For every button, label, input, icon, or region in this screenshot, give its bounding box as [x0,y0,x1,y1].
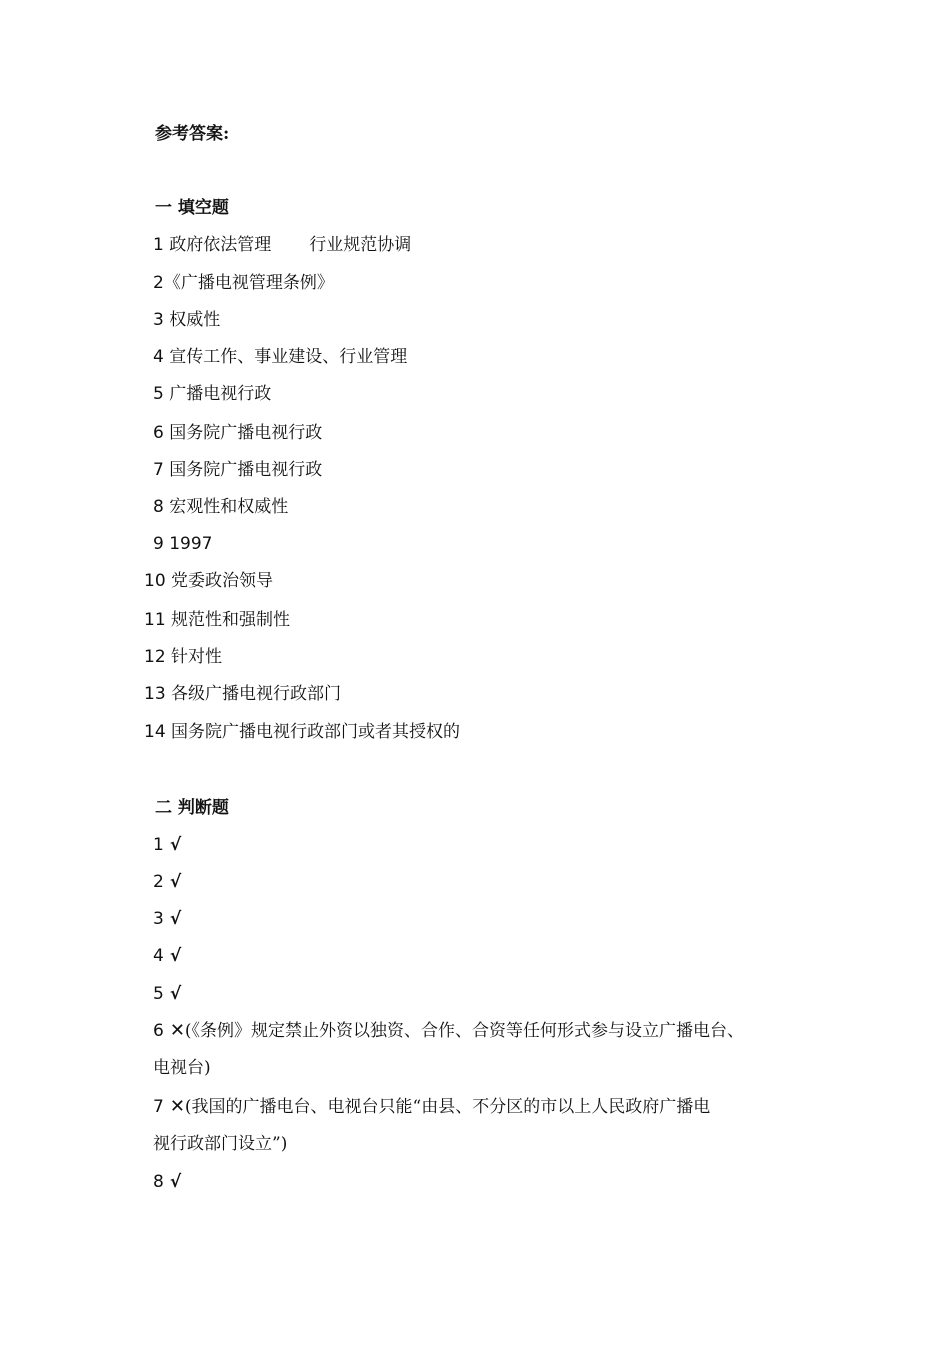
true-false-item [153,1095,710,1119]
item-number: 7 [153,460,164,480]
fill-blank-item [153,382,271,406]
section-heading-true-false: 二 判断题 [155,798,229,818]
item-answer: 1997 [169,534,213,554]
item-answer: 各级广播电视行政部门 [171,684,342,704]
true-false-item [153,1170,181,1194]
item-answer: 权威性 [169,310,221,330]
cross-mark-icon: ✕ [169,1020,185,1041]
fill-blank-item [144,645,222,669]
fill-blank-item [153,458,322,482]
item-answer: 国务院广播电视行政 [169,460,323,480]
true-false-item [153,982,181,1006]
fill-blank-item [153,233,411,257]
true-false-item [153,944,181,968]
answer-title: 参考答案: [155,124,230,144]
item-number: 4 [153,347,164,367]
item-number: 1 [153,235,164,255]
item-number: 2 [153,872,164,892]
item-explanation: (我国的广播电台、电视台只能“由县、不分区的市以上人民政府广播电 [184,1097,711,1117]
item-answer: 针对性 [171,647,223,667]
item-answer: 规范性和强制性 [171,610,291,630]
fill-blank-item [153,495,288,519]
item-number: 2 [153,273,164,293]
fill-blank-item [153,271,334,295]
fill-blank-item [144,720,460,744]
item-explanation: (《条例》规定禁止外资以独资、合作、合资等任何形式参与设立广播电台、 [184,1021,745,1041]
true-false-item [153,907,181,931]
item-number: 6 [153,423,164,443]
item-number: 6 [153,1021,164,1041]
item-answer: 广播电视行政 [169,384,272,404]
fill-blank-item [144,682,341,706]
fill-blank-item [144,608,290,632]
item-explanation-continued: 电视台) [153,1058,211,1078]
item-number: 8 [153,1172,164,1192]
fill-blank-item [144,569,273,593]
item-explanation-continued: 视行政部门设立”) [153,1134,288,1154]
true-false-item [153,870,181,894]
item-number: 11 [144,610,166,630]
check-mark-icon: √ [169,984,182,1004]
item-answer: 宏观性和权威性 [169,497,289,517]
item-answer: 国务院广播电视行政 [169,423,323,443]
item-answer-secondary: 行业规范协调 [309,235,412,255]
item-number: 7 [153,1097,164,1117]
check-mark-icon: √ [169,835,182,855]
check-mark-icon: √ [169,946,182,966]
item-number: 10 [144,571,166,591]
item-number: 13 [144,684,166,704]
fill-blank-item [153,345,407,369]
item-number: 3 [153,909,164,929]
item-answer: 《广播电视管理条例》 [163,273,334,293]
item-number: 5 [153,984,164,1004]
item-answer: 政府依法管理 [169,235,272,255]
item-number: 4 [153,946,164,966]
check-mark-icon: √ [169,1172,182,1192]
fill-blank-item [153,308,220,332]
item-number: 1 [153,835,164,855]
item-number: 5 [153,384,164,404]
check-mark-icon: √ [169,909,182,929]
cross-mark-icon: ✕ [169,1096,185,1117]
item-answer: 宣传工作、事业建设、行业管理 [169,347,408,367]
true-false-item [153,833,181,857]
check-mark-icon: √ [169,872,182,892]
fill-blank-item [153,532,213,556]
item-number: 3 [153,310,164,330]
item-number: 8 [153,497,164,517]
item-number: 14 [144,722,166,742]
item-number: 9 [153,534,164,554]
item-answer: 党委政治领导 [171,571,274,591]
fill-blank-item [153,421,322,445]
section-heading-fill-blank: 一 填空题 [155,198,229,218]
true-false-item [153,1019,744,1043]
item-answer: 国务院广播电视行政部门或者其授权的 [171,722,461,742]
item-number: 12 [144,647,166,667]
